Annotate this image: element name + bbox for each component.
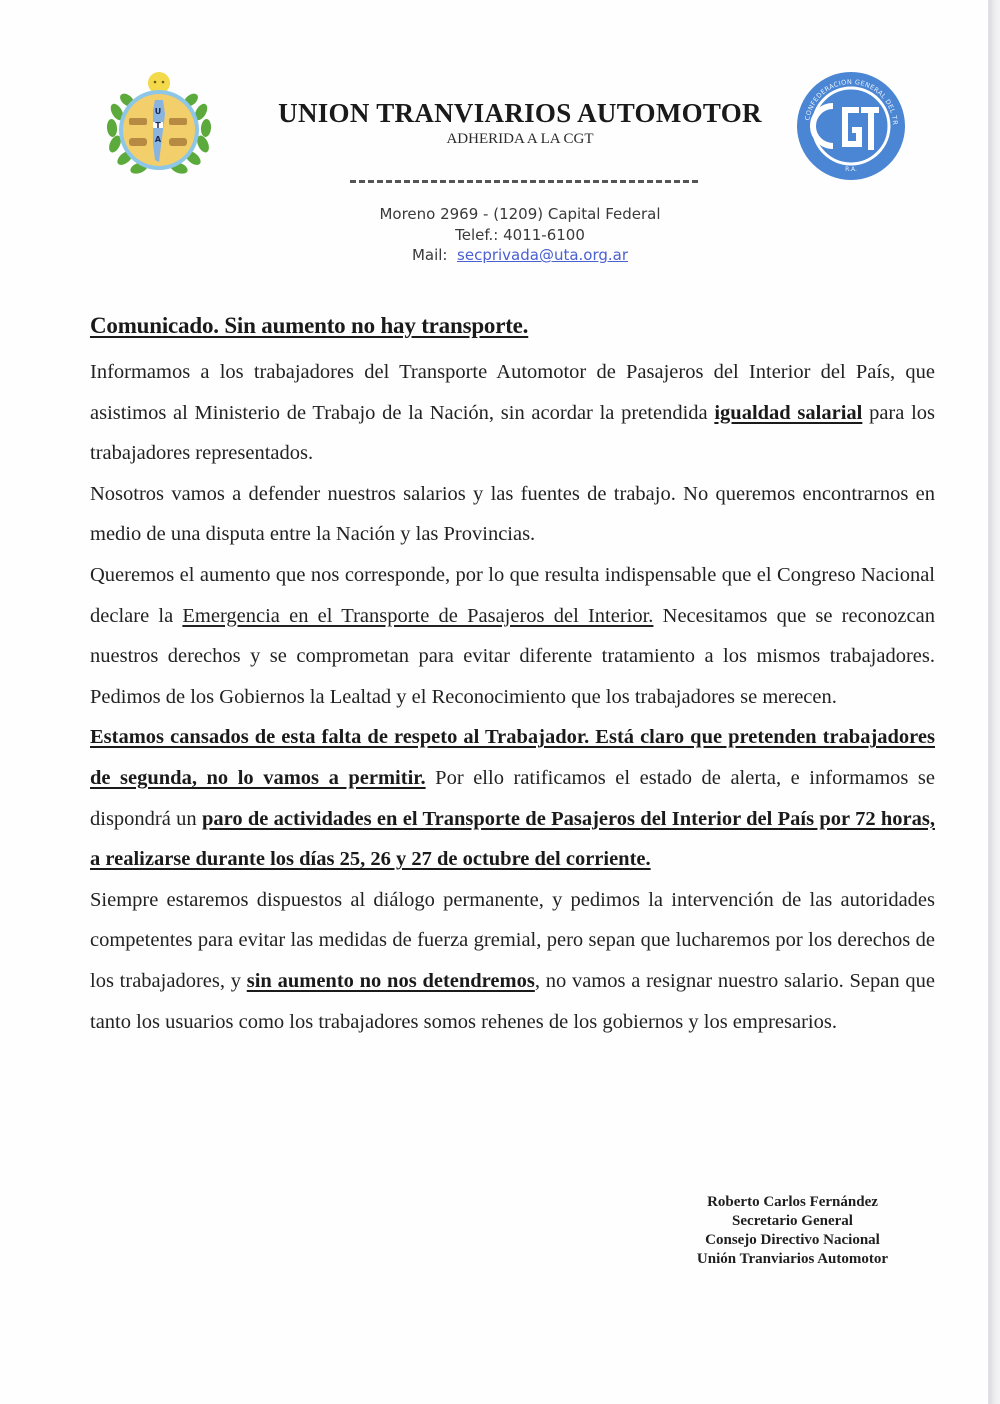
org-subtitle: ADHERIDA A LA CGT	[446, 131, 594, 147]
svg-text:CONFEDERACION GENERAL DEL TRAB: CONFEDERACION GENERAL DEL TR	[803, 77, 900, 126]
paragraph-5	[90, 880, 935, 1042]
paragraph-1-text: Informamos a los trabajadores del Transporte Automotor de Pasajeros del Interior del País, que asistimos al Ministerio de Trabajo de la Nación, sin acordar la pretendida	[90, 361, 935, 424]
document-heading: Comunicado. Sin aumento no hay transporte.	[90, 313, 529, 338]
cgt-seal-icon	[795, 70, 907, 182]
page-edge	[988, 0, 1000, 1404]
emphasis-emergencia: Emergencia en el Transporte de Pasajeros del Interior.	[182, 604, 654, 627]
svg-text:R.A.: R.A.	[845, 166, 857, 173]
emphasis-igualdad-salarial: igualdad salarial	[714, 401, 863, 424]
paragraph-3-text-end: Necesitamos que se reconozcan nuestros derechos y se comprometan para evitar diferente tratamiento a los mismos trabajadores. Pedimos de los Gobiernos la Lealtad y el Reconocimiento que los trabajadores se merecen.	[90, 604, 935, 708]
emphasis-cansados: Estamos cansados de esta falta de respeto al Trabajador. Está claro que pretenden trabajadores de segunda, no lo vamos a permitir.	[90, 726, 935, 789]
signature-block	[660, 1193, 925, 1269]
paragraph-4	[90, 717, 935, 879]
paragraph-1	[90, 352, 935, 474]
paragraph-5-text: Siempre estaremos dispuestos al diálogo permanente, y pedimos la intervención de las autoridades competentes para evitar las medidas de fuerza gremial, pero sepan que lucharemos por los derechos de los trabajadores, y	[90, 888, 935, 992]
signer-role: Secretario General	[732, 1213, 853, 1229]
signer-org: Unión Tranviarios Automotor	[696, 1251, 889, 1267]
signer-council: Consejo Directivo Nacional	[705, 1232, 880, 1248]
paragraph-3	[90, 555, 935, 717]
paragraph-2: Nosotros vamos a defender nuestros salarios y las fuentes de trabajo. No queremos encontrarnos en medio de una disputa entre la Nación y las Provincias.	[90, 482, 935, 546]
signer-name: Roberto Carlos Fernández	[707, 1194, 878, 1210]
phone: Telef.: 4011-6100	[455, 226, 585, 244]
header-divider	[350, 178, 700, 184]
paragraph-5-text-end: , no vamos a resignar nuestro salario. Sepan que tanto los usuarios como los trabajadores somos rehenes de los gobiernos y los empresarios.	[90, 969, 935, 1033]
emphasis-sin-aumento: sin aumento no nos detendremos	[246, 969, 535, 992]
emphasis-paro: paro de actividades en el Transporte de Pasajeros del Interior del País por 72 horas, a realizarse durante los días 25, 26 y 27 de octubre del corriente.	[90, 807, 935, 871]
svg-text:U: U	[154, 107, 162, 116]
mail-link[interactable]: secprivada@uta.org.ar	[457, 246, 629, 264]
svg-text:A: A	[154, 135, 162, 144]
paragraph-1-text-end: para los trabajadores representados.	[90, 401, 935, 465]
paragraph-3-text: Queremos el aumento que nos corresponde, por lo que resulta indispensable que el Congreso Nacional declare la	[90, 563, 935, 627]
mail-label: Mail:	[411, 246, 448, 264]
paragraph-4-text: Por ello ratificamos el estado de alerta, e informamos se dispondrá un	[90, 766, 935, 830]
document-body	[90, 308, 935, 1042]
uta-emblem-icon	[103, 70, 215, 182]
address: Moreno 2969 - (1209) Capital Federal	[379, 205, 661, 223]
svg-text:T: T	[155, 121, 161, 130]
org-title: UNION TRANVIARIOS AUTOMOTOR	[278, 98, 762, 128]
mail-line	[290, 246, 750, 264]
